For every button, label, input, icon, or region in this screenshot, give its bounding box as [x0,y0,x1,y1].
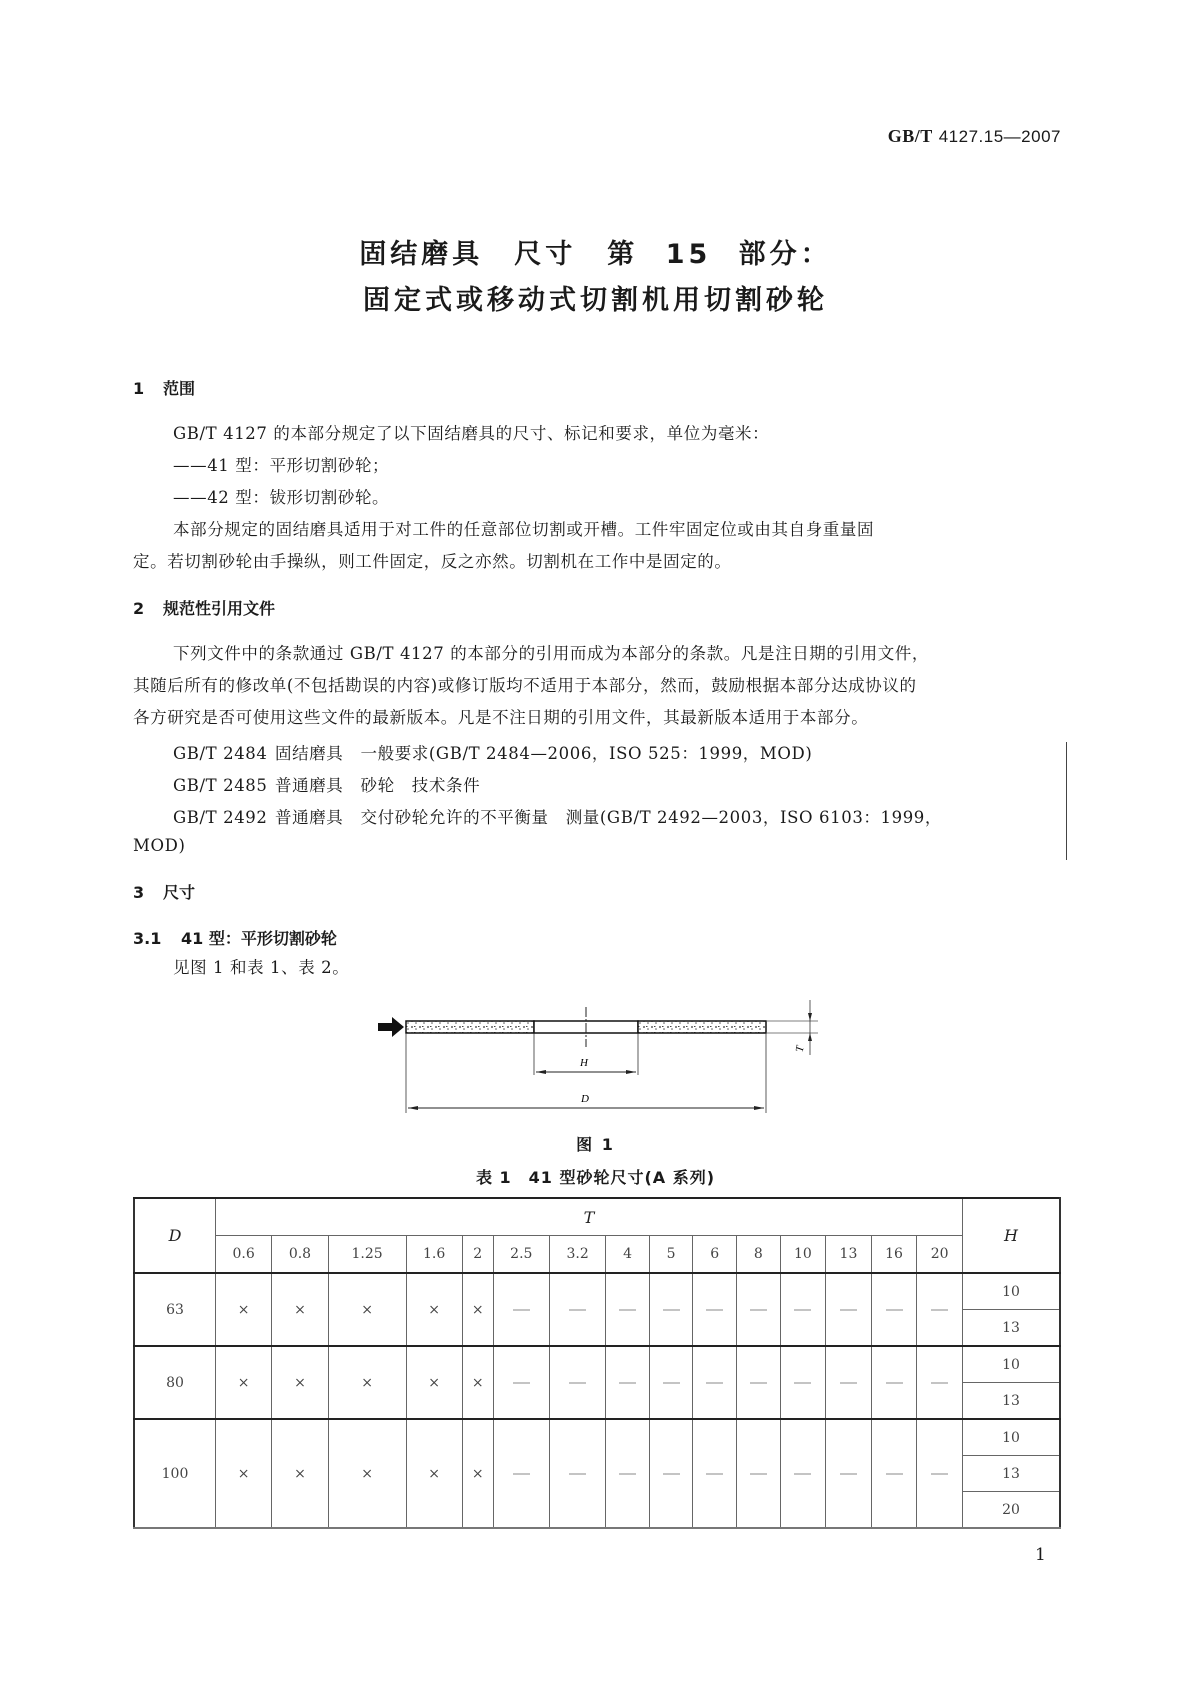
unavailable-dash [826,1419,872,1528]
T-value: 6 [693,1236,737,1274]
unavailable-dash [649,1346,693,1419]
unavailable-dash [549,1346,605,1419]
T-value: 4 [606,1236,650,1274]
unavailable-dash [737,1419,781,1528]
available-mark: × [272,1346,328,1419]
section-1-para-line: 本部分规定的固结磨具适用于对工件的任意部位切割或开槽。工件牢固定位或由其自身重量固 [173,520,875,539]
unavailable-dash [917,1419,963,1528]
T-value: 8 [737,1236,781,1274]
svg-text:T: T [793,1044,807,1054]
unavailable-dash [826,1273,872,1346]
unavailable-dash [693,1273,737,1346]
T-value: 1.25 [328,1236,406,1274]
unavailable-dash [493,1346,549,1419]
section-3-heading: 3 尺寸 [133,883,196,902]
unavailable-dash [606,1419,650,1528]
available-mark: × [406,1346,462,1419]
subsection-3-1-heading: 3.1 41 型：平形切割砂轮 [133,929,337,948]
column-header-T: T [216,1198,963,1236]
standard-code: GB/T 4127.15—2007 [887,126,1061,146]
unavailable-dash [871,1273,917,1346]
available-mark: × [216,1419,272,1528]
T-value: 16 [871,1236,917,1274]
available-mark: × [328,1419,406,1528]
unavailable-dash [780,1273,826,1346]
unavailable-dash [737,1346,781,1419]
available-mark: × [406,1273,462,1346]
unavailable-dash [737,1273,781,1346]
table-row [134,1419,1060,1456]
table-row [134,1273,1060,1310]
subsection-3-1-text: 见图 1 和表 1、表 2。 [173,958,350,977]
unavailable-dash [917,1346,963,1419]
H-value: 20 [963,1492,1061,1529]
unavailable-dash [549,1419,605,1528]
T-value: 5 [649,1236,693,1274]
wheel-dimension-table [133,1197,1061,1529]
arrow-right-icon [378,1017,404,1037]
T-value: 3.2 [549,1236,605,1274]
available-mark: × [272,1419,328,1528]
H-value: 10 [963,1346,1061,1383]
unavailable-dash [871,1346,917,1419]
wheel-diagram [370,995,850,1125]
revision-bar [1066,742,1067,860]
H-value: 13 [963,1456,1061,1492]
available-mark: × [328,1273,406,1346]
T-value: 20 [917,1236,963,1274]
unavailable-dash [549,1273,605,1346]
T-value: 13 [826,1236,872,1274]
H-value: 10 [963,1273,1061,1310]
D-value: 100 [134,1419,216,1528]
available-mark: × [328,1346,406,1419]
reference-item-continuation: MOD) [133,836,186,855]
available-mark: × [462,1346,493,1419]
unavailable-dash [693,1419,737,1528]
H-value: 10 [963,1419,1061,1456]
unavailable-dash [780,1419,826,1528]
H-value: 13 [963,1310,1061,1347]
reference-item: GB/T 2485 普通磨具 砂轮 技术条件 [173,776,481,795]
list-item: ——42 型：钹形切割砂轮。 [173,488,390,507]
T-value: 0.6 [216,1236,272,1274]
section-1-heading: 1 范围 [133,379,196,398]
section-1-intro: GB/T 4127 的本部分规定了以下固结磨具的尺寸、标记和要求，单位为毫米： [173,424,770,443]
T-value: 0.8 [272,1236,328,1274]
table-row [134,1346,1060,1383]
figure-caption: 图 1 [576,1135,615,1154]
available-mark: × [216,1273,272,1346]
column-header-H: H [963,1198,1061,1273]
list-item: ——41 型：平形切割砂轮； [173,456,390,475]
page-number: 1 [1035,1545,1046,1565]
unavailable-dash [871,1419,917,1528]
unavailable-dash [693,1346,737,1419]
available-mark: × [462,1273,493,1346]
document-title-line2: 固定式或移动式切割机用切割砂轮 [363,285,828,316]
T-values-row [134,1236,1060,1274]
column-header-D: D [134,1198,216,1273]
unavailable-dash [649,1273,693,1346]
unavailable-dash [649,1419,693,1528]
available-mark: × [272,1273,328,1346]
reference-item: GB/T 2492 普通磨具 交付砂轮允许的不平衡量 测量(GB/T 2492—2003，ISO 6103：1999， [173,808,943,827]
H-value: 13 [963,1383,1061,1420]
reference-item: GB/T 2484 固结磨具 一般要求(GB/T 2484—2006，ISO 525：1999，MOD) [173,744,813,763]
section-2-heading: 2 规范性引用文件 [133,599,276,618]
unavailable-dash [493,1273,549,1346]
svg-text:H: H [580,1057,588,1069]
T-value: 10 [780,1236,826,1274]
table-caption: 表 1 41 型砂轮尺寸(A 系列) [475,1168,716,1187]
D-value: 63 [134,1273,216,1346]
available-mark: × [462,1419,493,1528]
svg-text:D: D [581,1093,589,1105]
available-mark: × [216,1346,272,1419]
document-title-line1: 固结磨具 尺寸 第 15 部分： [359,239,832,270]
T-value: 2 [462,1236,493,1274]
T-value: 1.6 [406,1236,462,1274]
unavailable-dash [493,1419,549,1528]
unavailable-dash [917,1273,963,1346]
D-value: 80 [134,1346,216,1419]
section-2-para-line: 各方研究是否可使用这些文件的最新版本。凡是不注日期的引用文件，其最新版本适用于本部分。 [133,708,869,727]
section-2-para-line: 下列文件中的条款通过 GB/T 4127 的本部分的引用而成为本部分的条款。凡是注日期的引用文件， [173,644,929,663]
available-mark: × [406,1419,462,1528]
unavailable-dash [606,1273,650,1346]
T-value: 2.5 [493,1236,549,1274]
section-1-para-line: 定。若切割砂轮由手操纵，则工件固定，反之亦然。切割机在工作中是固定的。 [133,552,732,571]
section-2-para-line: 其随后所有的修改单(不包括勘误的内容)或修订版均不适用于本部分，然而，鼓励根据本部分达成协议的 [133,676,917,695]
unavailable-dash [780,1346,826,1419]
unavailable-dash [606,1346,650,1419]
unavailable-dash [826,1346,872,1419]
